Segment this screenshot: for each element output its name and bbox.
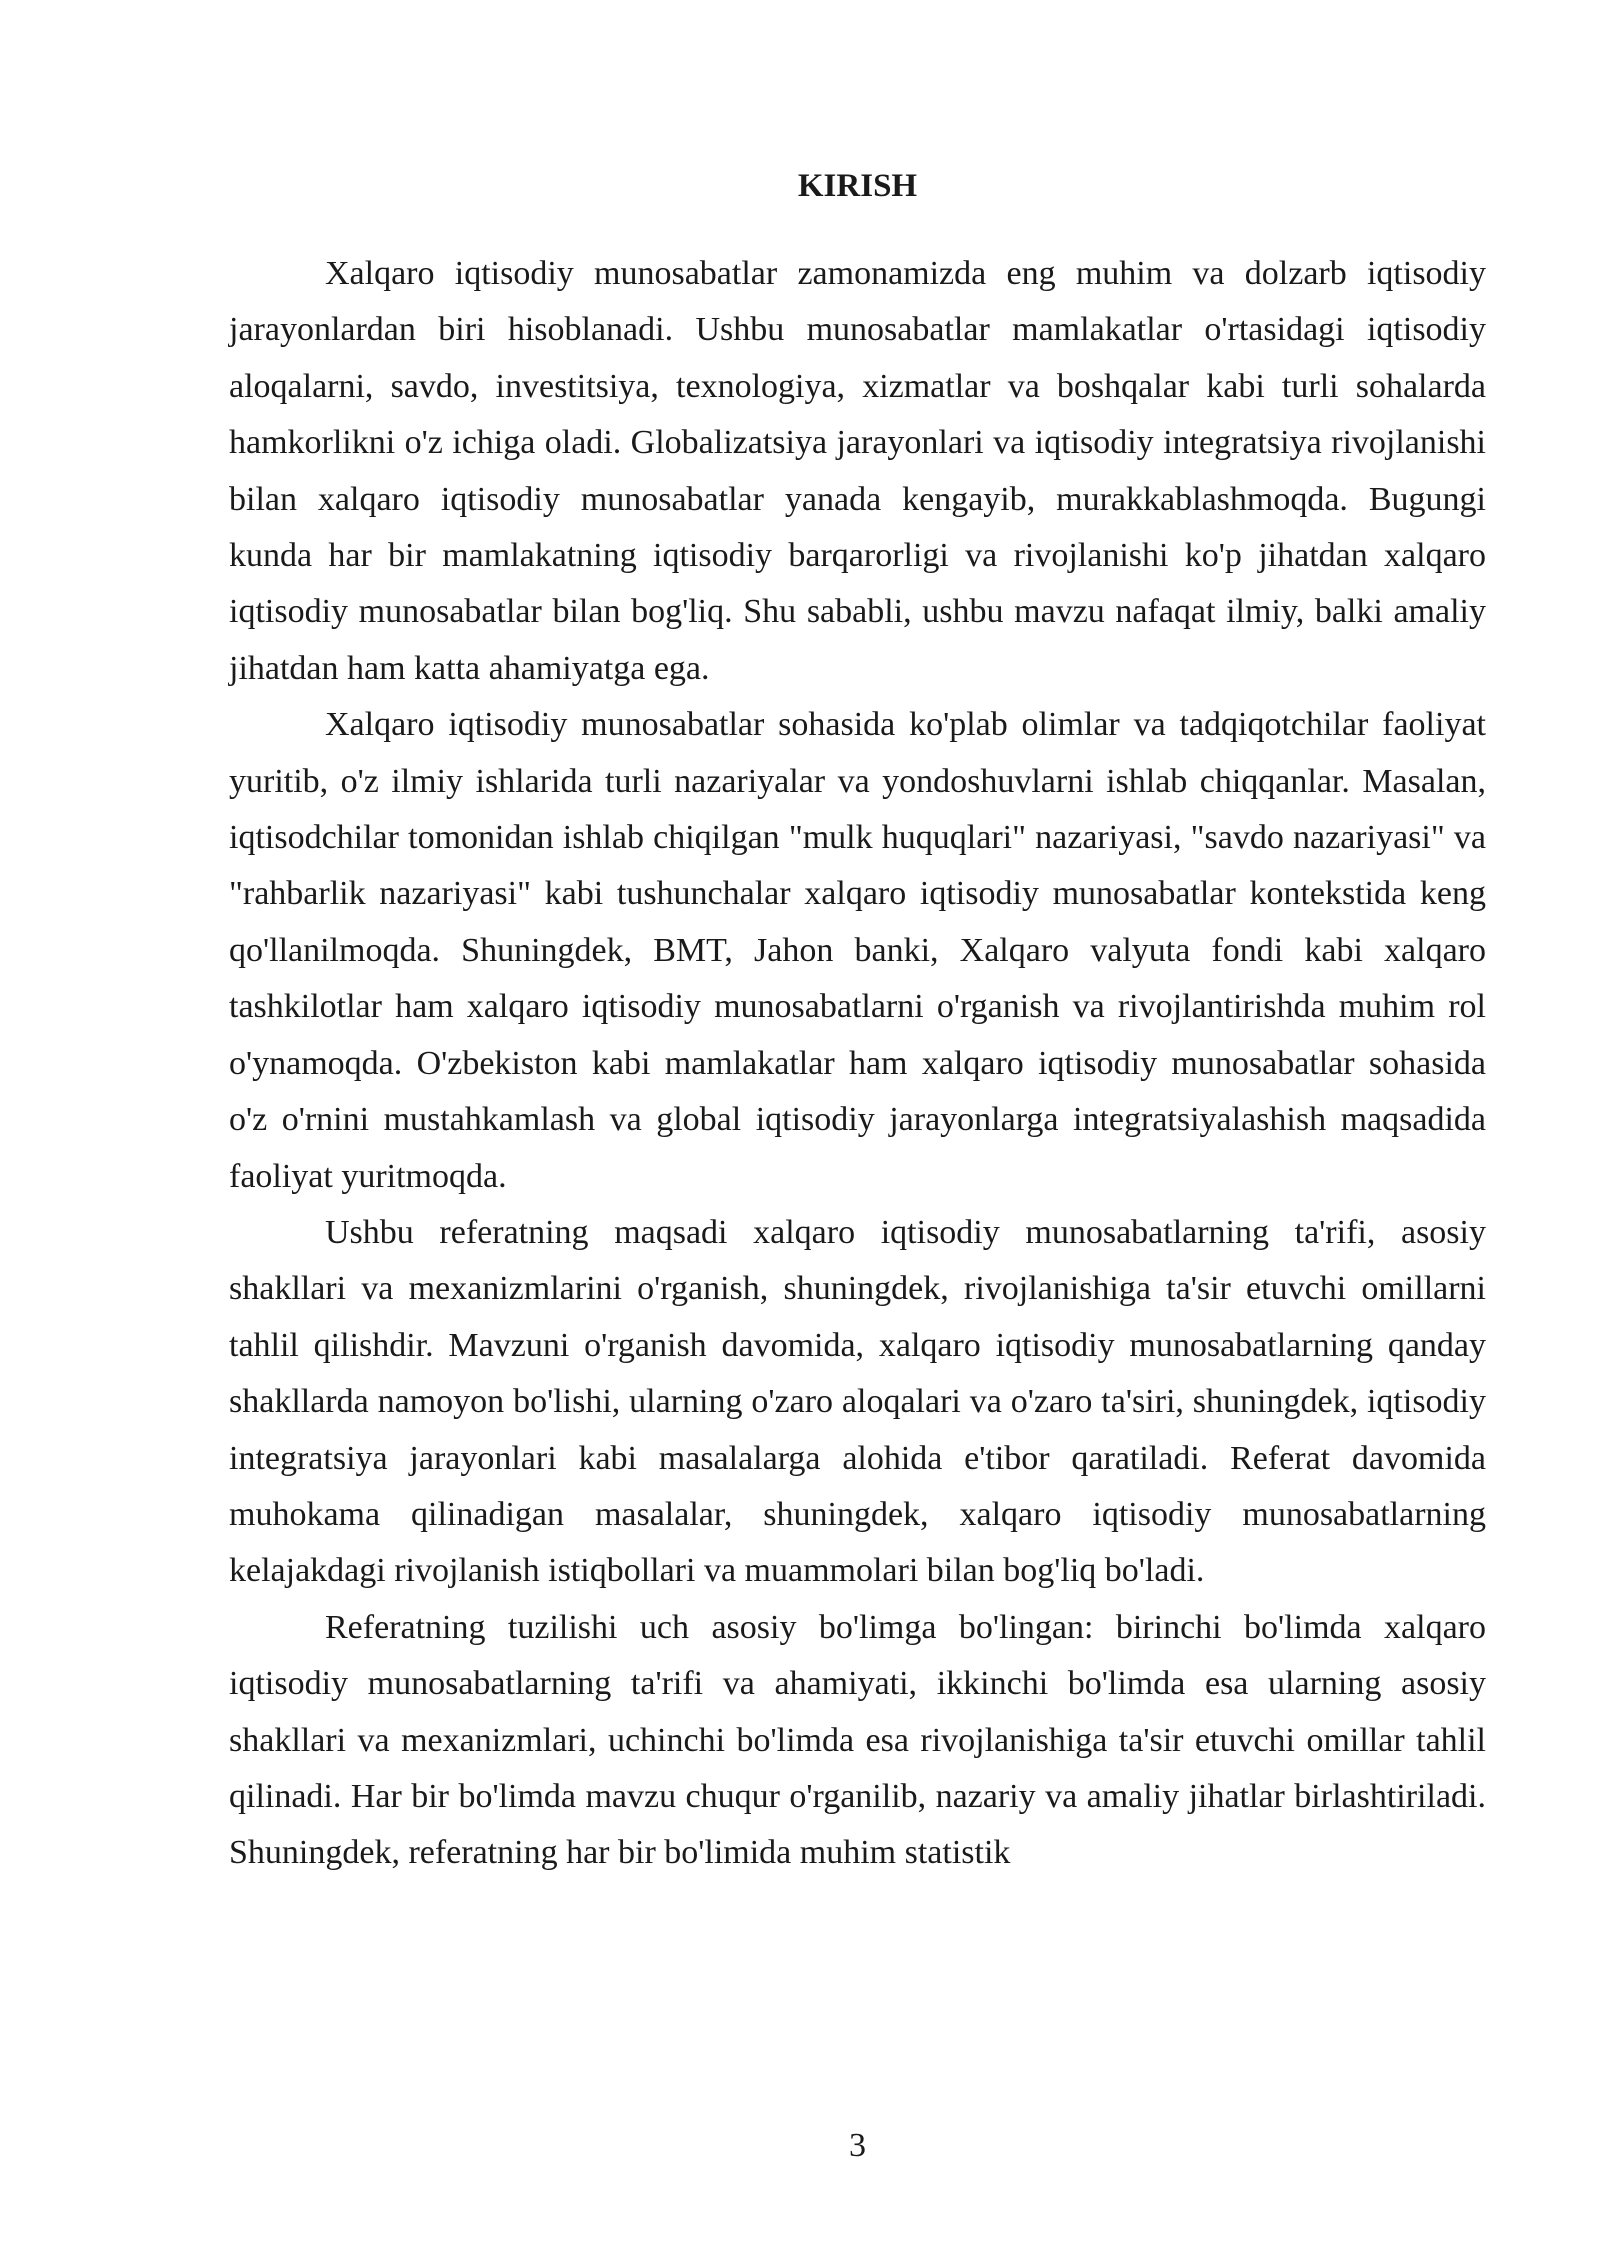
paragraph-3: Ushbu referatning maqsadi xalqaro iqtisodiy munosabatlarning ta'rifi, asosiy shakllari va mexanizmlarini o'rganish, shuningdek, rivojlanishiga ta'sir etuvchi omillarni tahlil qilishdir. Mavzuni o'rganish davomida, xalqaro iqtisodiy munosabatlarning qanday shakllarda namoyon bo'lishi, ularning o'zaro aloqalari va o'zaro ta'siri, shuningdek, iqtisodiy integratsiya jarayonlari kabi masalalarga alohida e'tibor qaratiladi. Referat davomida muhokama qilinadigan masalalar, shuningdek, xalqaro iqtisodiy munosabatlarning kelajakdagi rivojlanish istiqbollari va muammolari bilan bog'liq bo'ladi. xyxy=(229,1213,1486,1590)
body-text xyxy=(229,246,1486,1882)
page-number: 3 xyxy=(849,2127,866,2164)
section-title: KIRISH xyxy=(797,168,918,204)
paragraph-4: Referatning tuzilishi uch asosiy bo'limga bo'lingan: birinchi bo'limda xalqaro iqtisodiy munosabatlarning ta'rifi va ahamiyati, ikkinchi bo'limda esa ularning asosiy shakllari va mexanizmlari, uchinchi bo'limda esa rivojlanishiga ta'sir etuvchi omillar tahlil qilinadi. Har bir bo'limda mavzu chuqur o'rganilib, nazariy va amaliy jihatlar birlashtiriladi. Shuningdek, referatning har bir bo'limida muhim statistik xyxy=(229,1608,1486,1872)
paragraph-2: Xalqaro iqtisodiy munosabatlar sohasida ko'plab olimlar va tadqiqotchilar faoliyat yuritib, o'z ilmiy ishlarida turli nazariyalar va yondoshuvlarni ishlab chiqqanlar. Masalan, iqtisodchilar tomonidan ishlab chiqilgan "mulk huquqlari" nazariyasi, "savdo nazariyasi" va "rahbarlik nazariyasi" kabi tushunchalar xalqaro iqtisodiy munosabatlar kontekstida keng qo'llanilmoqda. Shuningdek, BMT, Jahon banki, Xalqaro valyuta fondi kabi xalqaro tashkilotlar ham xalqaro iqtisodiy munosabatlarni o'rganish va rivojlantirishda muhim rol o'ynamoqda. O'zbekiston kabi mamlakatlar ham xalqaro iqtisodiy munosabatlar sohasida o'z o'rnini mustahkamlash va global iqtisodiy jarayonlarga integratsiyalashish maqsadida faoliyat yuritmoqda. xyxy=(229,706,1486,1195)
paragraph-1: Xalqaro iqtisodiy munosabatlar zamonamizda eng muhim va dolzarb iqtisodiy jarayonlardan biri hisoblanadi. Ushbu munosabatlar mamlakatlar o'rtasidagi iqtisodiy aloqalarni, savdo, investitsiya, texnologiya, xizmatlar va boshqalar kabi turli sohalarda hamkorlikni o'z ichiga oladi. Globalizatsiya jarayonlari va iqtisodiy integratsiya rivojlanishi bilan xalqaro iqtisodiy munosabatlar yanada kengayib, murakkablashmoqda. Bugungi kunda har bir mamlakatning iqtisodiy barqarorligi va rivojlanishi ko'p jihatdan xalqaro iqtisodiy munosabatlar bilan bog'liq. Shu sababli, ushbu mavzu nafaqat ilmiy, balki amaliy jihatdan ham katta ahamiyatga ega. xyxy=(229,255,1486,687)
